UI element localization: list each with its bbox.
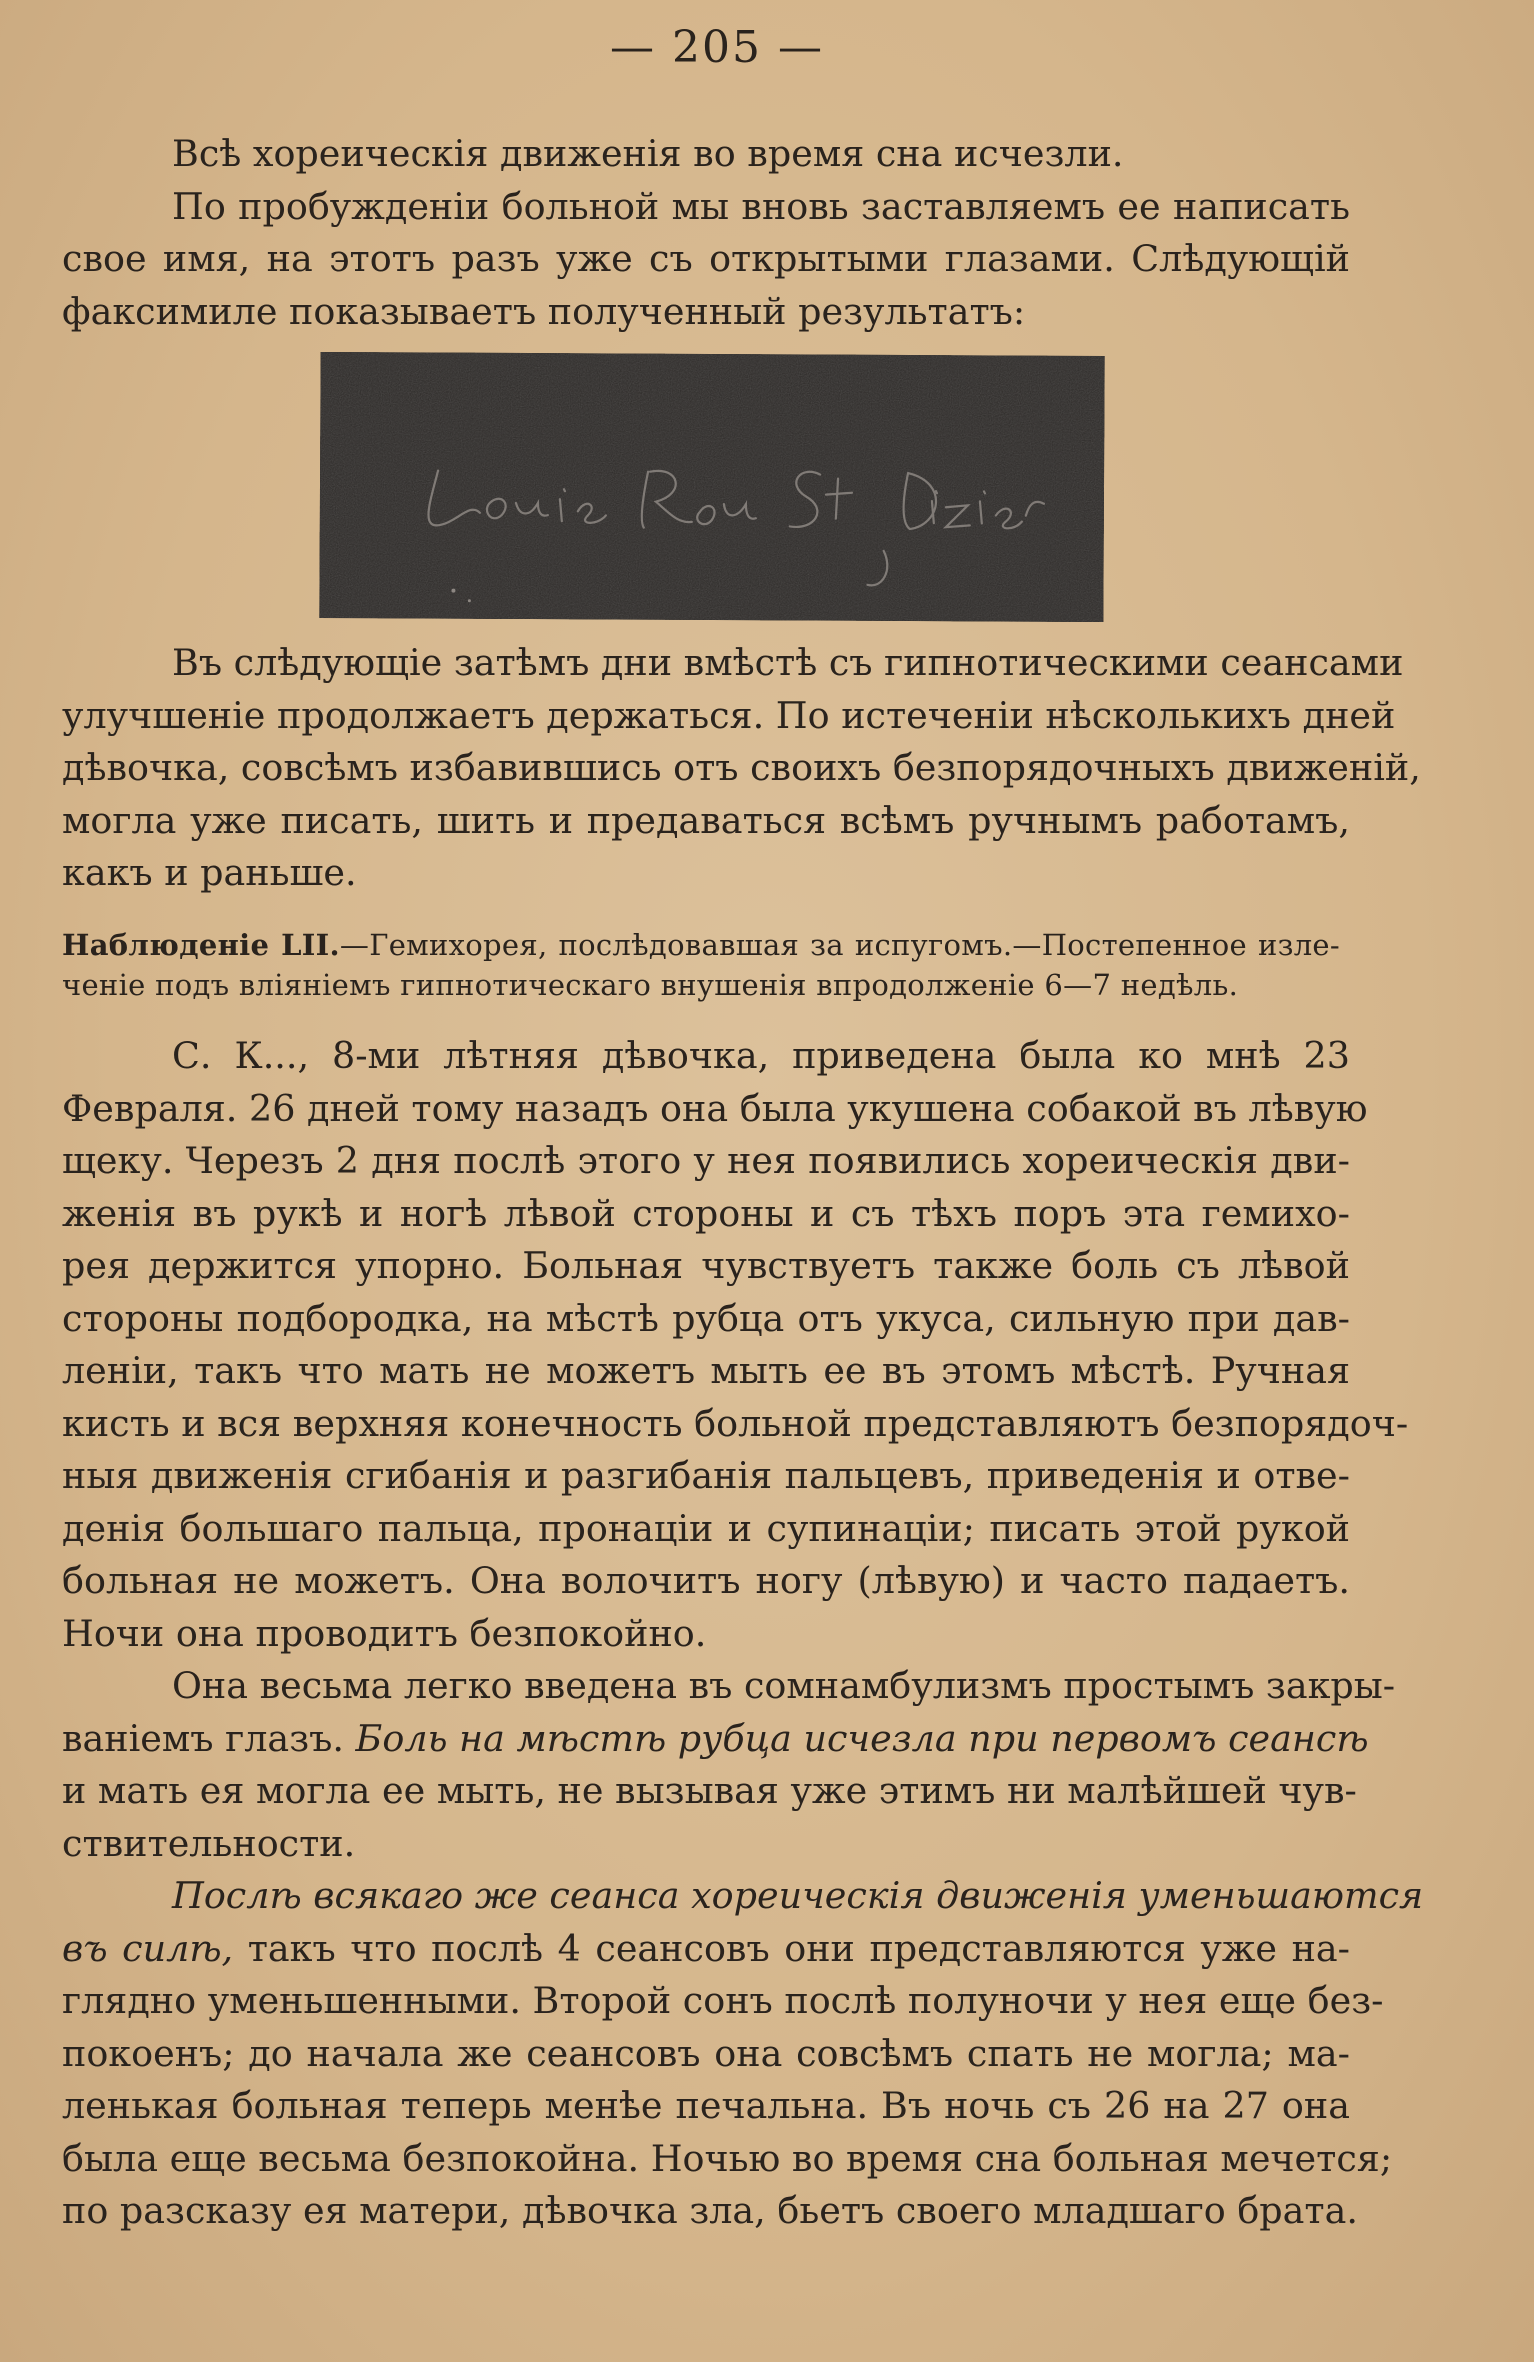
italic-run: въ силѣ, (62, 1926, 234, 1970)
text-line: покоенъ; до начала же сеансовъ она совсѣмъ спать не могла; ма- (62, 2031, 1350, 2075)
text-line: по разсказу ея матери, дѣвочка зла, бьетъ своего младшаго брата. (62, 2189, 1358, 2232)
observation-title: Наблюденіе LII. (62, 928, 340, 962)
text-run: ваніемъ глазъ. (62, 1716, 344, 1760)
paragraph-block-2 (62, 637, 1421, 900)
paragraph-block-1 (62, 128, 1350, 338)
text-line: стороны подбородка, на мѣстѣ рубца отъ укуса, сильную при дав- (62, 1296, 1350, 1340)
text-line: больная не можетъ. Она волочитъ ногу (лѣвую) и часто падаетъ. (62, 1559, 1350, 1602)
text-line: денія большаго пальца, пронаціи и супинаціи; писать этой рукой (62, 1506, 1350, 1550)
text-line: какъ и раньше. (62, 851, 357, 894)
page-number: — 205 — (610, 22, 824, 73)
text-line: кисть и вся верхняя конечность больной представляютъ безпорядоч- (62, 1401, 1409, 1445)
text-line: улучшеніе продолжаетъ держаться. По истеченіи нѣсколькихъ дней (62, 693, 1396, 737)
text-line: ствительности. (62, 1821, 356, 1865)
text-line: леніи, такъ что мать не можетъ мыть ее въ этомъ мѣстѣ. Ручная (62, 1349, 1350, 1392)
text-line: ленькая больная теперь менѣе печальна. Въ ночь съ 26 на 27 она (62, 2084, 1350, 2127)
text-line: Она весьма легко введена въ сомнамбулизмъ простымъ закры- (172, 1664, 1396, 1707)
signature-image (319, 352, 1104, 622)
text-line: Всѣ хореическія движенія во время сна исчезли. (172, 132, 1124, 175)
text-line: факсимиле показываетъ полученный результатъ: (62, 289, 1026, 333)
handwriting-facsimile (319, 352, 1104, 622)
observation-line (62, 925, 1340, 965)
paragraph-block-3 (62, 1030, 1424, 2238)
text-line: глядно уменьшенными. Второй сонъ послѣ полуночи у нея еще без- (62, 1979, 1384, 2022)
text-line: ныя движенія сгибанія и разгибанія пальцевъ, приведенія и отве- (62, 1454, 1350, 1497)
text-line: дѣвочка, совсѣмъ избавившись отъ своихъ безпорядочныхъ движеній, (62, 746, 1421, 789)
text-line (62, 1713, 1369, 1766)
text-line: Ночи она проводитъ безпокойно. (62, 1611, 707, 1655)
observation-heading (62, 925, 1340, 1005)
text-line: Февраля. 26 дней тому назадъ она была укушена собакой въ лѣвую (62, 1086, 1368, 1130)
text-line: женія въ рукѣ и ногѣ лѣвой стороны и съ тѣхъ поръ эта гемихо- (62, 1191, 1350, 1235)
text-line: и мать ея могла ее мыть, не вызывая уже этимъ ни малѣйшей чув- (62, 1769, 1357, 1812)
text-run: такъ что послѣ 4 сеансовъ они представляются уже на- (247, 1926, 1350, 1970)
text-line: свое имя, на этотъ разъ уже съ открытыми глазами. Слѣдующій (62, 237, 1350, 280)
text-line: рея держится упорно. Больная чувствуетъ также боль съ лѣвой (62, 1244, 1350, 1287)
text-line: По пробужденіи больной мы вновь заставляемъ ее написать (172, 184, 1350, 228)
text-line: могла уже писать, шить и предаваться всѣмъ ручнымъ работамъ, (62, 798, 1350, 842)
italic-line: Послѣ всякаго же сеанса хореическія движенія уменьшаются (172, 1874, 1424, 1917)
text-line: была еще весьма безпокойна. Ночью во время сна больная мечется; (62, 2136, 1393, 2180)
text-line: щеку. Черезъ 2 дня послѣ этого у нея появились хореическія дви- (62, 1139, 1350, 1182)
text-line: Въ слѣдующіе затѣмъ дни вмѣстѣ съ гипнотическими сеансами (172, 641, 1404, 684)
italic-run: Боль на мѣстѣ рубца исчезла при первомъ сеансѣ (355, 1716, 1369, 1760)
text-line (62, 1923, 1350, 1976)
observation-subtitle: —Гемихорея, послѣдовавшая за испугомъ.—Постепенное изле- (339, 928, 1340, 962)
observation-line: ченіе подъ вліяніемъ гипнотическаго внушенія впродолженіе 6—7 недѣль. (62, 968, 1239, 1002)
text-line: С. К..., 8-ми лѣтняя дѣвочка, приведена была ко мнѣ 23 (172, 1034, 1350, 1077)
